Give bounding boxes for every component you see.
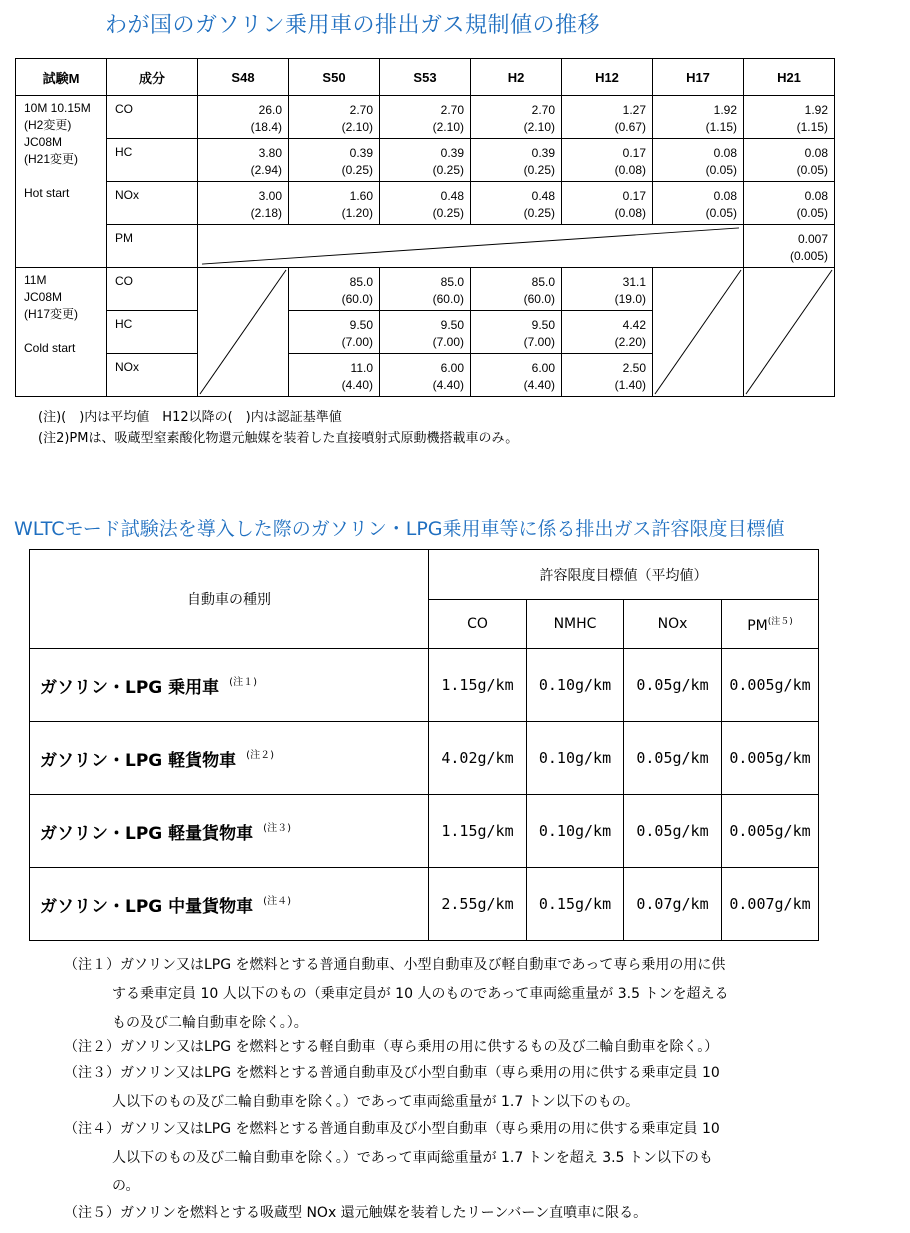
value-cell: 0.005g/km [722,795,819,868]
value-cell: 0.08 (0.05) [653,139,744,182]
value-cell: 0.005g/km [722,649,819,722]
footnote-ref: (注４) [263,895,291,907]
value-cell: 6.00 (4.40) [380,354,471,397]
value-cell: 0.48 (0.25) [380,182,471,225]
value-cell: 0.39 (0.25) [289,139,380,182]
table-header-row [16,59,835,96]
table-row [16,182,835,225]
value-cell: 0.05g/km [624,795,722,868]
diagonal-line [744,268,834,396]
footnote: もの及び二輪自動車を除く。）。 [112,1015,308,1031]
value-cell: 2.70 (2.10) [289,96,380,139]
value-cell: 11.0 (4.40) [289,354,380,397]
value-cell: 0.10g/km [527,722,624,795]
value-cell: 1.15g/km [429,795,527,868]
value-cell: 3.00 (2.18) [198,182,289,225]
vehicle-type-cell: ガソリン・LPG 軽量貨物車 $^{(注3)}$ [30,795,429,868]
value-cell: 1.92 (1.15) [653,96,744,139]
diagonal-line [198,268,288,396]
value-cell: 4.02g/km [429,722,527,795]
value-cell: 0.48 (0.25) [471,182,562,225]
not-applicable-cell [744,268,835,397]
value-cell: 0.17 (0.08) [562,139,653,182]
footnote: （注４）ガソリン又はLPG を燃料とする普通自動車及び小型自動車（専ら乗用の用に供する乗車定員 10 [64,1121,720,1137]
value-cell: 0.08 (0.05) [744,182,835,225]
value-cell: 1.27 (0.67) [562,96,653,139]
header-cell: S53 [380,59,471,96]
component-cell: PM [107,225,198,268]
page-title: わが国のガソリン乗用車の排出ガス規制値の推移 [105,13,601,38]
diagonal-line [198,225,743,267]
table-row [30,649,819,722]
table-row [16,268,835,311]
table-row [30,795,819,868]
value-cell: 0.39 (0.25) [471,139,562,182]
header-cell: 試験M [16,59,107,96]
value-cell: 2.55g/km [429,868,527,941]
value-cell: 26.0 (18.4) [198,96,289,139]
header-cell: H2 [471,59,562,96]
not-applicable-cell [198,225,744,268]
value-cell: 0.39 (0.25) [380,139,471,182]
footnote: （注５）ガソリンを燃料とする吸蔵型 NOx 還元触媒を装着したリーンバーン直噴車に限る。 [64,1205,648,1221]
value-cell: 85.0 (60.0) [289,268,380,311]
header-cell: S50 [289,59,380,96]
footnote: （注３）ガソリン又はLPG を燃料とする普通自動車及び小型自動車（専ら乗用の用に供する乗車定員 10 [64,1065,720,1081]
table-note: (注)( )内は平均値 H12以降の( )内は認証基準値 [38,410,342,425]
not-applicable-cell [653,268,744,397]
wltc-limit-table [29,549,819,941]
table-note: (注2)PMは、吸蔵型窒素酸化物還元触媒を装着した直接噴射式原動機搭載車のみ。 [38,431,519,446]
diagonal-line [653,268,743,396]
footnote: の。 [112,1178,140,1194]
value-cell: 1.60 (1.20) [289,182,380,225]
value-cell: 0.07g/km [624,868,722,941]
value-cell: 0.05g/km [624,649,722,722]
header-cell: NMHC [527,600,624,649]
component-cell: HC [107,311,198,354]
table-row [16,139,835,182]
component-cell: NOx [107,182,198,225]
footnote-ref: (注２) [246,749,274,761]
footnote: （注２）ガソリン又はLPG を燃料とする軽自動車（専ら乗用の用に供するもの及び二輪自動車を除く。） [64,1039,719,1055]
value-cell: 31.1 (19.0) [562,268,653,311]
header-cell: $PM^{(注5)}$ [722,600,819,649]
value-cell: 0.10g/km [527,795,624,868]
value-cell: 0.007 (0.005) [744,225,835,268]
header-cell: H21 [744,59,835,96]
vehicle-type-cell: ガソリン・LPG 乗用車 $^{(注1)}$ [30,649,429,722]
header-cell: 成分 [107,59,198,96]
value-cell: 4.42 (2.20) [562,311,653,354]
test-mode-label: 10M 10.15M (H2変更) JC08M (H21変更) Hot start [16,96,107,268]
value-cell: 2.50 (1.40) [562,354,653,397]
value-cell: 1.15g/km [429,649,527,722]
component-cell: NOx [107,354,198,397]
value-cell: 0.08 (0.05) [653,182,744,225]
vehicle-type-header: 自動車の種別 [30,550,429,649]
value-cell: 9.50 (7.00) [471,311,562,354]
limit-header: 許容限度目標値（平均値） [429,550,819,600]
footnote-ref: (注３) [263,822,291,834]
value-cell: 85.0 (60.0) [380,268,471,311]
component-cell: HC [107,139,198,182]
component-cell: CO [107,96,198,139]
header-cell: NOx [624,600,722,649]
value-cell: 3.80 (2.94) [198,139,289,182]
table-row [16,225,835,268]
value-cell: 2.70 (2.10) [471,96,562,139]
value-cell: 6.00 (4.40) [471,354,562,397]
header-cell: H17 [653,59,744,96]
table-row [16,96,835,139]
header-cell: CO [429,600,527,649]
component-cell: CO [107,268,198,311]
footnote: （注１）ガソリン又はLPG を燃料とする普通自動車、小型自動車及び軽自動車であって専ら乗用の用に供 [64,957,726,973]
value-cell: 85.0 (60.0) [471,268,562,311]
value-cell: 1.92 (1.15) [744,96,835,139]
value-cell: 0.15g/km [527,868,624,941]
value-cell: 9.50 (7.00) [289,311,380,354]
value-cell: 0.08 (0.05) [744,139,835,182]
value-cell: 0.007g/km [722,868,819,941]
footnote-ref: (注１) [229,676,257,688]
regulation-history-table [15,58,835,397]
footnote: する乗車定員 10 人以下のもの（乗車定員が 10 人のものであって車両総重量が 3.5 トンを超える [112,986,729,1002]
value-cell: 0.10g/km [527,649,624,722]
table-row [30,722,819,795]
value-cell: 0.05g/km [624,722,722,795]
not-applicable-cell [198,268,289,397]
value-cell: 0.17 (0.08) [562,182,653,225]
value-cell: 9.50 (7.00) [380,311,471,354]
vehicle-type-cell: ガソリン・LPG 中量貨物車 $^{(注4)}$ [30,868,429,941]
footnote-ref: (注５) [767,617,793,627]
header-cell: S48 [198,59,289,96]
section-title: WLTCモード試験法を導入した際のガソリン・LPG乗用車等に係る排出ガス許容限度目標値 [14,518,785,540]
footnote: 人以下のもの及び二輪自動車を除く。）であって車両総重量が 1.7 トン以下のもの。 [112,1094,640,1110]
header-cell: H12 [562,59,653,96]
table-header-row [30,550,819,600]
test-mode-label: 11M JC08M (H17変更) Cold start [16,268,107,397]
footnote: 人以下のもの及び二輪自動車を除く。）であって車両総重量が 1.7 トンを超え 3.5 トン以下のも [112,1150,713,1166]
value-cell: 0.005g/km [722,722,819,795]
table-row [30,868,819,941]
vehicle-type-cell: ガソリン・LPG 軽貨物車 $^{(注2)}$ [30,722,429,795]
value-cell: 2.70 (2.10) [380,96,471,139]
